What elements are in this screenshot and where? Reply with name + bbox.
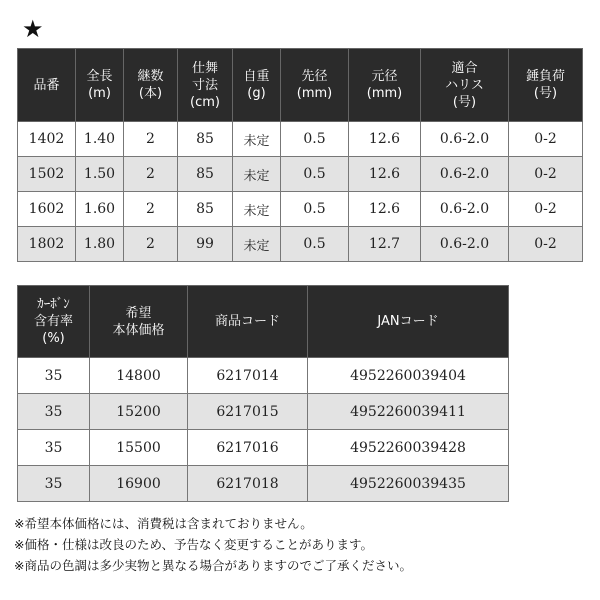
- price-cell: 35: [18, 466, 90, 502]
- spec-cell: 85: [178, 122, 233, 157]
- price-cell: 14800: [90, 358, 188, 394]
- table-row: [18, 358, 509, 394]
- price-cell: 35: [18, 430, 90, 466]
- spec-cell: 1.60: [76, 192, 124, 227]
- price-cell: 15500: [90, 430, 188, 466]
- spec-cell: 0.5: [281, 192, 349, 227]
- spec-header-length: 全長 (m): [76, 49, 124, 122]
- price-cell: 6217014: [188, 358, 308, 394]
- spec-cell: 未定: [233, 227, 281, 262]
- spec-cell: 2: [124, 227, 178, 262]
- spec-cell: 未定: [233, 157, 281, 192]
- table-row: [18, 122, 583, 157]
- spec-cell: 0.6-2.0: [421, 157, 509, 192]
- price-header-row: [18, 286, 509, 358]
- spec-cell: 1.80: [76, 227, 124, 262]
- spec-header-row: [18, 49, 583, 122]
- spec-cell: 0-2: [509, 157, 583, 192]
- star-icon: ★: [22, 15, 44, 43]
- price-cell: 6217016: [188, 430, 308, 466]
- spec-header-part-no: 品番: [18, 49, 76, 122]
- price-header-product-code: 商品コード: [188, 286, 308, 358]
- spec-cell: 1602: [18, 192, 76, 227]
- spec-cell: 12.7: [349, 227, 421, 262]
- price-cell: 35: [18, 358, 90, 394]
- price-header-price: 希望 本体価格: [90, 286, 188, 358]
- price-cell: 6217015: [188, 394, 308, 430]
- spec-cell: 0.6-2.0: [421, 227, 509, 262]
- price-cell: 4952260039404: [308, 358, 509, 394]
- price-cell: 4952260039411: [308, 394, 509, 430]
- price-header-carbon: ｶｰﾎﾞﾝ 含有率 (%): [18, 286, 90, 358]
- spec-cell: 85: [178, 192, 233, 227]
- price-header-jan-code: JANコード: [308, 286, 509, 358]
- spec-cell: 未定: [233, 192, 281, 227]
- spec-cell: 2: [124, 157, 178, 192]
- spec-cell: 0.6-2.0: [421, 122, 509, 157]
- price-cell: 16900: [90, 466, 188, 502]
- footnote-tax: ※希望本体価格には、消費税は含まれておりません。: [14, 516, 313, 531]
- price-cell: 15200: [90, 394, 188, 430]
- price-cell: 4952260039435: [308, 466, 509, 502]
- spec-cell: 85: [178, 157, 233, 192]
- spec-header-closed-length: 仕舞 寸法 (cm): [178, 49, 233, 122]
- footnote-color: ※商品の色調は多少実物と異なる場合がありますのでご了承ください。: [14, 558, 412, 573]
- footnote-price-change: ※価格・仕様は改良のため、予告なく変更することがあります。: [14, 537, 373, 552]
- spec-table: [17, 48, 583, 262]
- table-row: [18, 192, 583, 227]
- spec-cell: 2: [124, 122, 178, 157]
- spec-cell: 12.6: [349, 122, 421, 157]
- spec-cell: 0.5: [281, 157, 349, 192]
- table-row: [18, 466, 509, 502]
- price-cell: 4952260039428: [308, 430, 509, 466]
- spec-cell: 1.40: [76, 122, 124, 157]
- footnotes: [14, 513, 412, 576]
- spec-cell: 0.6-2.0: [421, 192, 509, 227]
- spec-cell: 12.6: [349, 157, 421, 192]
- price-cell: 35: [18, 394, 90, 430]
- spec-cell: 1.50: [76, 157, 124, 192]
- spec-header-sections: 継数 (本): [124, 49, 178, 122]
- spec-cell: 未定: [233, 122, 281, 157]
- spec-cell: 0-2: [509, 122, 583, 157]
- spec-header-butt-diameter: 元径 (mm): [349, 49, 421, 122]
- price-cell: 6217018: [188, 466, 308, 502]
- spec-cell: 12.6: [349, 192, 421, 227]
- table-row: [18, 157, 583, 192]
- spec-cell: 0-2: [509, 227, 583, 262]
- price-table: [17, 285, 509, 502]
- spec-cell: 1502: [18, 157, 76, 192]
- table-row: [18, 394, 509, 430]
- table-row: [18, 430, 509, 466]
- spec-cell: 0.5: [281, 227, 349, 262]
- spec-header-weight: 自重 (g): [233, 49, 281, 122]
- spec-cell: 0-2: [509, 192, 583, 227]
- spec-cell: 99: [178, 227, 233, 262]
- spec-cell: 2: [124, 192, 178, 227]
- spec-cell: 0.5: [281, 122, 349, 157]
- spec-header-sinker: 錘負荷 (号): [509, 49, 583, 122]
- spec-header-line: 適合 ハリス (号): [421, 49, 509, 122]
- spec-cell: 1802: [18, 227, 76, 262]
- table-row: [18, 227, 583, 262]
- spec-cell: 1402: [18, 122, 76, 157]
- spec-header-tip-diameter: 先径 (mm): [281, 49, 349, 122]
